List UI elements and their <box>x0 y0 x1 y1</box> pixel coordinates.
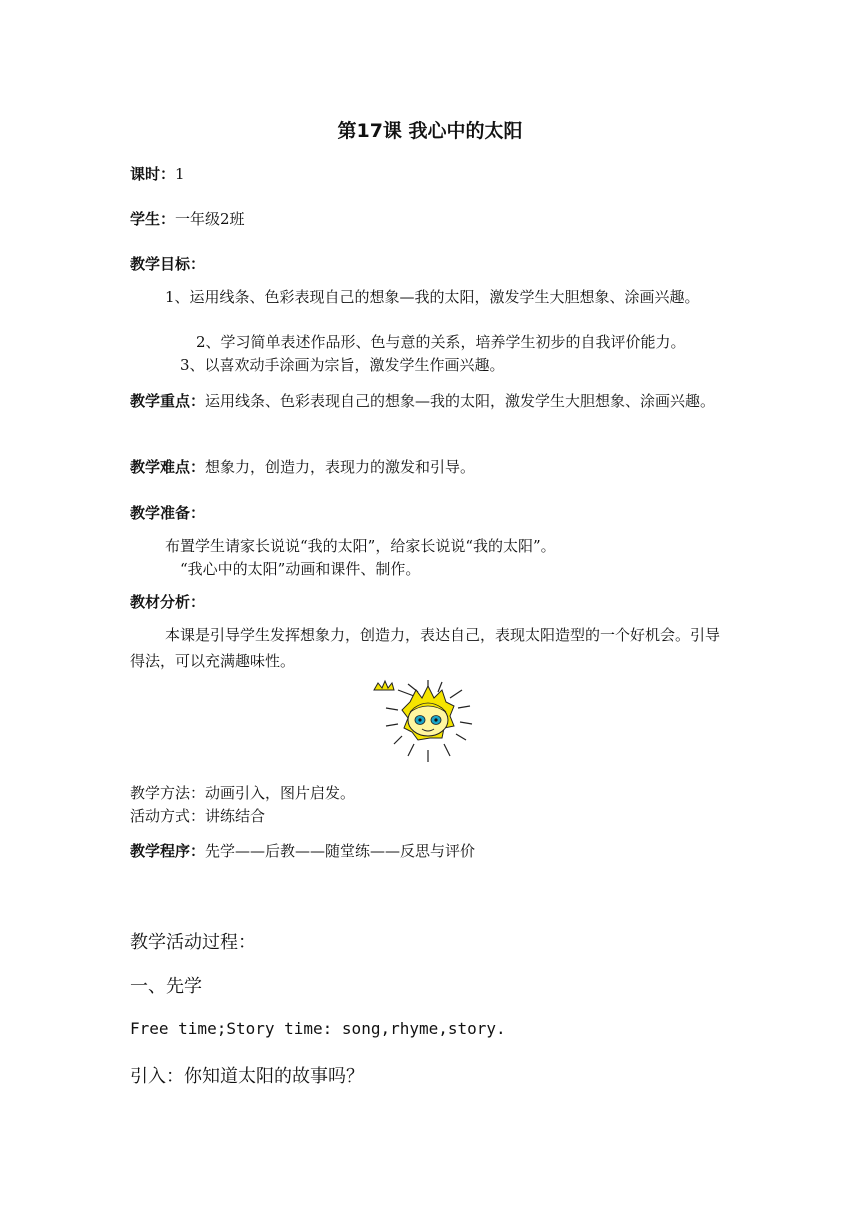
preparation-label: 教学准备： <box>130 504 206 522</box>
intro-line: 引入：你知道太阳的故事吗？ <box>130 1066 364 1087</box>
students-value: 一年级2班 <box>175 210 245 228</box>
difficulties-line <box>130 456 475 477</box>
procedure-label: 教学程序： <box>130 842 206 860</box>
key-points-label: 教学重点： <box>130 392 206 410</box>
difficulties-value: 想象力，创造力，表现力的激发和引导。 <box>205 458 476 476</box>
cartoon-sun-illustration <box>370 678 490 764</box>
key-points-value: 运用线条、色彩表现自己的想象—我的太阳，激发学生大胆想象、涂画兴趣。 <box>205 392 716 410</box>
procedure-value: 先学——后教——随堂练——反思与评价 <box>205 842 476 860</box>
class-hours-value: 1 <box>175 165 185 183</box>
section-one-heading: 一、先学 <box>130 976 202 997</box>
objective-item-3: 3、以喜欢动手涂画为宗旨，激发学生作画兴趣。 <box>180 356 505 374</box>
analysis-text: 本课是引导学生发挥想象力，创造力，表达自己，表现太阳造型的一个好机会。引导得法，可以充满趣味性。 <box>130 626 721 670</box>
difficulties-label: 教学难点： <box>130 458 206 476</box>
activity-line: 活动方式：讲练结合 <box>130 807 266 825</box>
objective-item-2: 2、学习简单表述作品形、色与意的关系，培养学生初步的自我评价能力。 <box>196 333 686 351</box>
students-line <box>130 208 245 229</box>
key-points-line <box>130 383 734 419</box>
analysis-label: 教材分析： <box>130 593 206 611</box>
objectives-label: 教学目标： <box>130 255 206 273</box>
teaching-method-line: 教学方法：动画引入，图片启发。 <box>130 784 356 802</box>
preparation-item-1: 布置学生请家长说说“我的太阳”，给家长说说“我的太阳”。 <box>165 537 556 555</box>
preparation-item-2: “我心中的太阳”动画和课件、制作。 <box>180 560 421 578</box>
class-hours-line <box>130 163 185 184</box>
procedure-line <box>130 840 475 861</box>
objective-item-1: 1、运用线条、色彩表现自己的想象—我的太阳，激发学生大胆想象、涂画兴趣。 <box>165 288 700 306</box>
class-hours-label: 课时： <box>130 165 176 183</box>
process-heading: 教学活动过程： <box>130 932 256 953</box>
page-title: 第17课 我心中的太阳 <box>337 120 523 142</box>
students-label: 学生： <box>130 210 176 228</box>
free-time-line: Free time;Story time: song,rhyme,story. <box>130 1019 506 1038</box>
